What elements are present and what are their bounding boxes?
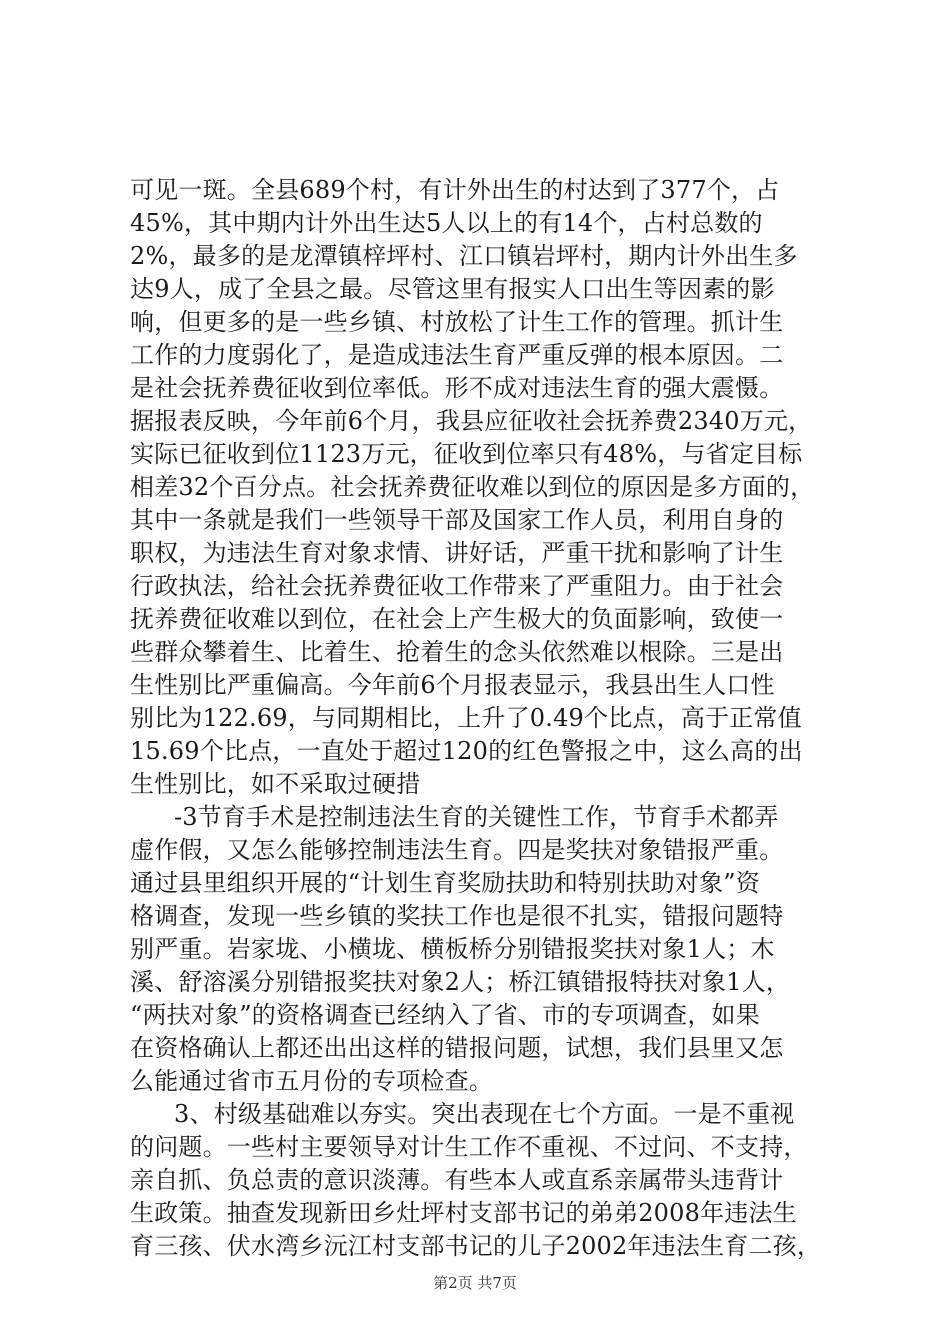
body-text-line: 实际已征收到位1123万元，征收到位率只有48%，与省定目标 xyxy=(130,440,803,468)
body-text-line: 在资格确认上都还出出这样的错报问题，试想，我们县里又怎 xyxy=(130,1034,784,1062)
body-text-line: 格调查，发现一些乡镇的奖扶工作也是很不扎实，错报问题特 xyxy=(130,902,784,930)
body-text-line: 溪、舒溶溪分别错报奖扶对象2人；桥江镇错报特扶对象1人， xyxy=(130,968,791,996)
body-text-line: 2%，最多的是龙潭镇梓坪村、江口镇岩坪村，期内计外出生多 xyxy=(130,242,798,270)
body-text-line: 抚养费征收难以到位，在社会上产生极大的负面影响，致使一 xyxy=(130,605,784,633)
body-text-line: 响，但更多的是一些乡镇、村放松了计生工作的管理。抓计生 xyxy=(130,308,784,336)
paragraph-start-line: 3、村级基础难以夯实。突出表现在七个方面。一是不重视 xyxy=(174,1100,795,1128)
body-text-line: 别严重。岩家垅、小横垅、横板桥分别错报奖扶对象1人；木 xyxy=(130,935,775,963)
body-text-line: 据报表反映，今年前6个月，我县应征收社会抚养费2340万元， xyxy=(130,407,813,435)
body-text-line: 些群众攀着生、比着生、抢着生的念头依然难以根除。三是出 xyxy=(130,638,784,666)
body-text-line: 相差32个百分点。社会抚养费征收难以到位的原因是多方面的， xyxy=(130,473,815,501)
paragraph-start-line: -3节育手术是控制违法生育的关键性工作，节育手术都弄 xyxy=(174,803,779,831)
body-text-line: 生性别比严重偏高。今年前6个月报表显示，我县出生人口性 xyxy=(130,671,775,699)
body-text-line: 45%，其中期内计外出生达5人以上的有14个，占村总数的 xyxy=(130,209,763,237)
body-text-line: 职权，为违法生育对象求情、讲好话，严重干扰和影响了计生 xyxy=(130,539,784,567)
body-text-line: 工作的力度弱化了，是造成违法生育严重反弹的根本原因。二 xyxy=(130,341,784,369)
body-text-line: 其中一条就是我们一些领导干部及国家工作人员，利用自身的 xyxy=(130,506,784,534)
body-text-line: 育三孩、伏水湾乡沅江村支部书记的儿子2002年违法生育二孩， xyxy=(130,1232,822,1260)
body-text-line: 虚作假，又怎么能够控制违法生育。四是奖扶对象错报严重。 xyxy=(130,836,784,864)
body-text-line: 生政策。抽查发现新田乡灶坪村支部书记的弟弟2008年违法生 xyxy=(130,1199,797,1227)
page-footer: 第2页 共7页 xyxy=(433,1274,517,1292)
body-text-line: 是社会抚养费征收到位率低。形不成对违法生育的强大震慑。 xyxy=(130,374,784,402)
body-text-line: “两扶对象”的资格调查已经纳入了省、市的专项调查，如果 xyxy=(130,1001,760,1029)
body-text-line: 别比为122.69，与同期相比，上升了0.49个比点，高于正常值 xyxy=(130,704,802,732)
body-text-line: 可见一斑。全县689个村，有计外出生的村达到了377个，占 xyxy=(130,176,780,204)
body-text-line: 的问题。一些村主要领导对计生工作不重视、不过问、不支持， xyxy=(130,1133,808,1161)
body-text-line: 通过县里组织开展的“计划生育奖励扶助和特别扶助对象”资 xyxy=(130,869,760,897)
body-text-line: 生性别比，如不采取过硬措 xyxy=(130,770,421,798)
body-text-line: 达9人，成了全县之最。尽管这里有报实人口出生等因素的影 xyxy=(130,275,775,303)
body-text-line: 么能通过省市五月份的专项检查。 xyxy=(130,1067,493,1095)
body-text-line: 15.69个比点，一直处于超过120的红色警报之中，这么高的出 xyxy=(130,737,803,765)
body-text-line: 行政执法，给社会抚养费征收工作带来了严重阻力。由于社会 xyxy=(130,572,784,600)
body-text-line: 亲自抓、负总责的意识淡薄。有些本人或直系亲属带头违背计 xyxy=(130,1166,784,1194)
